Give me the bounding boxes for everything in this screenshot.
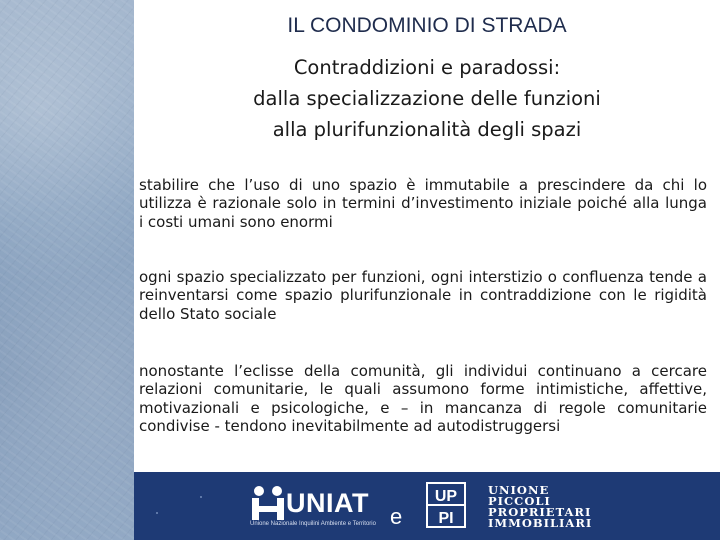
slide-subtitle (134, 52, 720, 145)
subtitle-line: alla plurifunzionalità degli spazi (272, 118, 582, 141)
decorative-side-panel (0, 0, 134, 540)
body-paragraph-3: nonostante l’eclisse della comunità, gli individui continuano a cercare relazioni comunitarie, le quali assumono forme intimistiche, affettive, motivazionali e psicologiche, e – in mancanza di regole comunitarie condivise - tendono inevitabilmente ad autodistruggersi (139, 362, 707, 436)
upp-monogram-icon (426, 482, 466, 528)
body-paragraph-1: stabilire che l’uso di uno spazio è immutabile a prescindere da chi lo utilizza è razionale solo in termini d’investimento iniziale poiché alla lunga i costi umani sono enormi (139, 176, 707, 231)
decorative-dot (200, 496, 202, 498)
conjunction-text: e (390, 504, 403, 529)
upp-monogram-top: UP (434, 488, 458, 505)
people-icon (250, 484, 286, 522)
uniat-logo-subtext: Unione Nazionale Inquilini Ambiente e Territorio (250, 521, 376, 527)
slide-title: IL CONDOMINIO DI STRADA (287, 14, 567, 37)
footer-logo-bar (134, 472, 720, 540)
subtitle-line: Contraddizioni e paradossi: (293, 56, 561, 79)
subtitle-line: dalla specializzazione delle funzioni (253, 87, 601, 110)
slide-content (134, 0, 720, 472)
upp-name-line: PICCOLI (488, 494, 551, 508)
upp-name-line: IMMOBILIARI (488, 516, 593, 530)
upp-name (488, 485, 608, 529)
decorative-dot (156, 512, 158, 514)
upp-name-line: UNIONE (488, 483, 550, 497)
uniat-logo-text: UNIAT (286, 488, 369, 518)
upp-monogram-bottom: PI (438, 510, 454, 527)
body-paragraph-2: ogni spazio specializzato per funzioni, ogni interstizio o confluenza tende a reinventarsi come spazio plurifunzionale in contraddizione con le rigidità dello Stato sociale (139, 268, 707, 323)
upp-name-line: PROPRIETARI (488, 505, 592, 519)
uniat-logo (250, 482, 390, 532)
